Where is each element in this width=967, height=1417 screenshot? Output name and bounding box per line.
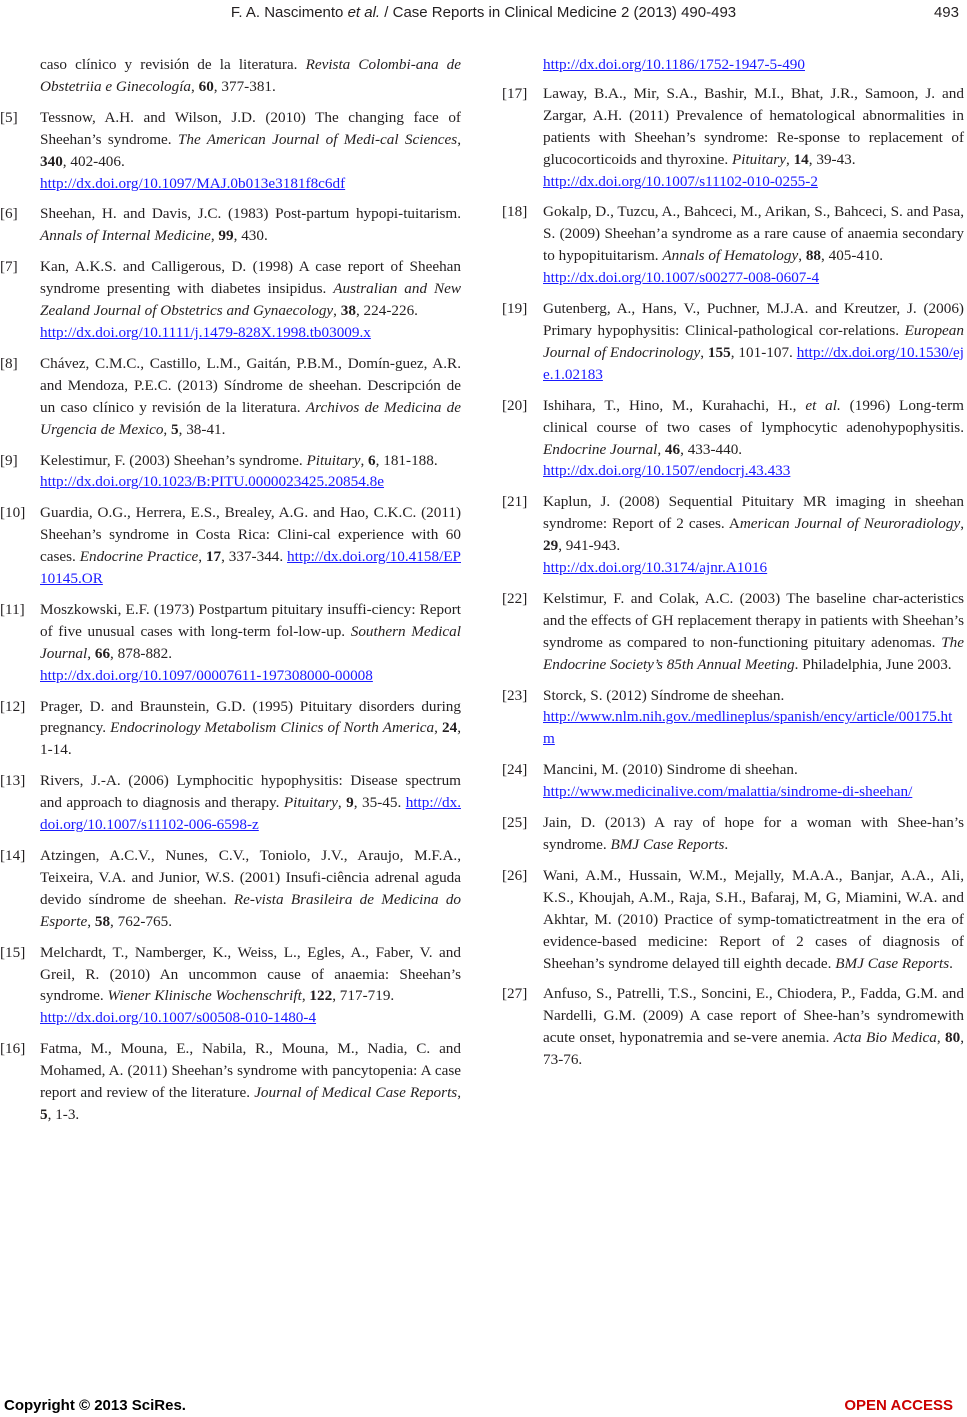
open-access-badge: OPEN ACCESS [844, 1397, 953, 1414]
reference-item: [6] Sheehan, H. and Davis, J.C. (1983) Post-partum hypopi-tuitarism. Annals of Internal Medicine, 99, 430. [0, 205, 461, 245]
reference-authors: Kan, A.K.S. and Calligerous, D. (1998) A case report of Sheehan syndrome presenting with diabetes insipidus. [40, 258, 461, 298]
continuation-text: caso clínico y revisión de la literatura. [40, 56, 306, 73]
reference-volume: 340 [40, 152, 63, 170]
reference-item: [20] Ishihara, T., Hino, M., Kurahachi, H., et al. (1996) Long-term clinical course of two cases of lymphocytic adenohypophysitis. Endocrine Journal, 46, 433-440. http://dx.doi.org/10.1507/endocrj.43.433 [543, 395, 964, 483]
reference-number: [20] [502, 396, 528, 414]
reference-pages: , 1-14. [40, 719, 462, 759]
reference-journal: Acta Bio Medica [833, 1029, 937, 1047]
reference-authors: Kelestimur, F. (2003) Sheehan’s syndrome. [40, 451, 307, 469]
reference-pages: , 38-41. [178, 420, 226, 438]
reference-item: [15] Melchardt, T., Namberger, K., Weiss, L., Egles, A., Faber, V. and Greil, R. (2010) An uncommon cause of anaemia: Sheehan’s syndrome. Wiener Klinische Wochenschrift, 122, 717-719. http://dx.doi.org/10.1007/s00508-010-1480-4 [40, 942, 461, 1030]
reference-journal: Annals of Hematology [662, 247, 799, 265]
running-head-post: / Case Reports in Clinical Medicine 2 (2013) 490-493 [380, 4, 737, 21]
reference-volume: 58 [94, 912, 111, 930]
reference-item: [27] Anfuso, S., Patrelli, T.S., Soncini, E., Chiodera, P., Fadda, G.M. and Nardelli, G.M. (2009) A case report of Shee-han’s syndromewith acute onset, hyponatremia and se-vere anemia. Acta Bio Medica, 80, 73-76. [502, 985, 965, 1069]
reference-journal: merican Journal of Neuroradiology [739, 515, 961, 533]
reference-continuation-url [543, 54, 964, 76]
reference-item: [13] Rivers, J.-A. (2006) Lymphocitic hypophysitis: Disease spectrum and approach to diagnosis and therapy. Pituitary, 9, 35-45. http://dx.doi.org/10.1007/s11102-006-6598-z [0, 772, 461, 834]
reference-pages: , 337-344. [221, 548, 288, 566]
reference-volume: 99 [218, 227, 234, 245]
reference-authors: Kelstimur, F. and Colak, A.C. (2003) The baseline char-acteristics and the effects of GH replacement therapy in patients with Sheehan’s syndrome as compared to non-functioning pituitary adenomas. [543, 589, 964, 651]
reference-number: [9] [0, 451, 18, 469]
reference-item [502, 812, 964, 856]
continuation-pages: , 377-381. [213, 77, 276, 95]
reference-volume: 66 [94, 644, 111, 662]
running-header [0, 2, 967, 24]
reference-item [502, 588, 964, 676]
reference-pages: , 35-45. [353, 794, 406, 812]
reference-volume: 9 [346, 794, 354, 812]
reference-number: [23] [502, 686, 528, 704]
reference-volume: 38 [340, 302, 356, 320]
reference-journal: Archivos de Medicina de Urgencia de Mexico [40, 398, 461, 438]
reference-item: [11] Moszkowski, E.F. (1973) Postpartum pituitary insuffi-ciency: Report of five unusual cases with long-term fol-low-up. Southern Medical Journal, 66, 878-882. http://dx.doi.org/10.1097/00007611-197308000-00008 [40, 599, 461, 687]
reference-number: [13] [0, 772, 26, 790]
reference-number: [22] [502, 589, 528, 607]
reference-journal: Endocrinology Metabolism Clinics of North America [110, 719, 435, 737]
reference-authors: Melchardt, T., Namberger, K., Weiss, L., Egles, A., Faber, V. and Greil, R. (2010) An uncommon cause of anaemia: Sheehan’s syndrome. [40, 943, 461, 1005]
reference-authors: Mancini, M. (2010) Sindrome di sheehan. [543, 761, 798, 779]
reference-volume: 46 [664, 440, 681, 458]
reference-item: [12] Prager, D. and Braunstein, G.D. (1995) Pituitary disorders during pregnancy. Endocrinology Metabolism Clinics of North America, 24, 1-14. [0, 697, 462, 759]
reference-item: [9] Kelestimur, F. (2003) Sheehan’s syndrome. Pituitary, 6, 181-188. http://dx.doi.org/10.1023/B:PITU.0000023425.20854.8e [40, 450, 461, 494]
reference-pages: , 941-943. [558, 537, 621, 555]
reference-item [502, 685, 964, 751]
reference-number: [14] [0, 847, 26, 864]
reference-journal: Southern Medical Journal [40, 622, 461, 662]
reference-authors: Guardia, O.G., Herrera, E.S., Brealey, A.G. and Hao, C.K.C. (2011) Sheehan’s syndrome in Costa Rica: Clini-cal experience with 60 cases. [40, 504, 461, 566]
reference-pages: , 717-719. [332, 987, 395, 1005]
reference-item: [17] Laway, B.A., Mir, S.A., Bashir, M.I., Bhat, J.R., Samoon, J. and Zargar, A.H. (2011) Prevalence of hematological abnormalities in patients with Sheehan’s syndrome: Re-sponse to replacement of glucocorticoids and thyroxine. Pituitary, 14, 39-43. http://dx.doi.org/10.1007/s11102-010-0255-2 [543, 83, 964, 193]
reference-number: [27] [502, 985, 528, 1003]
reference-pages: , 433-440. [680, 440, 743, 458]
reference-item: [16] Fatma, M., Mouna, E., Nabila, R., Mouna, M., Nadia, C. and Mohamed, A. (2011) Sheehan’s syndrome with pancytopenia: A case report and review of the literature. Journal of Medical Case Reports, 5, 1-3. [0, 1040, 461, 1123]
reference-authors-cont: (1996) Long-term clinical course of two cases of lymphocytic adenohypophysitis. [543, 396, 964, 436]
reference-number: [15] [0, 943, 26, 961]
reference-link[interactable]: http://dx.doi.org/10.1007/s11102-006-6598-z [40, 794, 461, 834]
reference-number: [5] [0, 108, 18, 126]
reference-journal: European Journal of Endocrinology [543, 321, 964, 361]
reference-journal: Pituitary [283, 794, 338, 812]
reference-authors: Gokalp, D., Tuzcu, A., Bahceci, M., Arikan, S., Bahceci, S. and Pasa, S. (2009) Sheehan’a syndrome as a rare cause of anaemia secondary to hypopituitarism. [543, 203, 964, 265]
reference-authors: Laway, B.A., Mir, S.A., Bashir, M.I., Bhat, J.R., Samoon, J. and Zargar, A.H. (2011) Prevalence of hematological abnormalities in patients with Sheehan’s syndrome: Re-sponse to replacement of glucocorticoids and thyroxine. [543, 84, 964, 168]
reference-link[interactable]: http://dx.doi.org/10.1097/MAJ.0b013e3181f8c6df [40, 174, 346, 192]
reference-authors: Tessnow, A.H. and Wilson, J.D. (2010) The changing face of Sheehan’s syndrome. [40, 108, 461, 148]
reference-authors: Wani, A.M., Hussain, W.M., Mejally, M.A.A., Banjar, A.A., Ali, K.S., Khoujah, A.M., Raja, S.H., Bafaraj, M, G, Miamini, W.A. and Akhtar, M. (2010) Practice of symp-tomatictreatment in the era of evidence-based medicine: Report of 2 cases of diagnosis of Sheehan’s syndrome delayed till eighth decade. [543, 866, 964, 972]
reference-number: [11] [0, 600, 25, 618]
reference-authors: Moszkowski, E.F. (1973) Postpartum pituitary insuffi-ciency: Report of five unusual cases with long-term fol-low-up. [40, 600, 461, 640]
reference-pages: . Philadelphia, June 2003. [794, 655, 952, 673]
reference-continuation [40, 54, 461, 98]
reference-number: [21] [502, 493, 528, 511]
reference-authors: Chávez, C.M.C., Castillo, L.M., Gaitán, P.B.M., Domín-guez, A.R. and Mendoza, P.E.C. (2013) Síndrome de sheehan. Descripción de un caso clínico y revisión de la literatura. [40, 354, 461, 416]
reference-number: [12] [0, 697, 26, 715]
reference-etal: et al. [805, 396, 841, 414]
reference-authors: Atzingen, A.C.V., Nunes, C.V., Toniolo, J.V., Araujo, M.F.A., Teixeira, V.A. and Junior, W.S. (2001) Insufi-ciência adrenal aguda devido síndrome de sheehan. [40, 847, 461, 908]
reference-link[interactable]: http://dx.doi.org/10.4158/EP10145.OR [40, 548, 461, 588]
reference-link[interactable]: http://dx.doi.org/10.1097/00007611-197308000-00008 [40, 666, 373, 684]
reference-authors: Fatma, M., Mouna, E., Nabila, R., Mouna, M., Nadia, C. and Mohamed, A. (2011) Sheehan’s syndrome with pancytopenia: A case report and review of the literature. [40, 1040, 461, 1102]
reference-volume: 122 [309, 987, 333, 1005]
reference-pages: , 101-107. [730, 343, 797, 361]
reference-volume: 5 [171, 420, 179, 438]
reference-journal: The American Journal of Medi-cal Sciences [177, 130, 458, 148]
reference-pages: , 181-188. [375, 451, 438, 469]
reference-number: [16] [0, 1040, 26, 1058]
reference-authors: Jain, D. (2013) A ray of hope for a woman with Shee-han’s syndrome. [543, 814, 964, 853]
reference-item: [19] Gutenberg, A., Hans, V., Puchner, M.J.A. and Kreutzer, J. (2006) Primary hypophysitis: Clinical-pathological cor-relations. European Journal of Endocrinology, 155, 101-107. http://dx.doi.org/10.1530/eje.1.02183 [502, 300, 964, 383]
reference-link[interactable]: http://dx.doi.org/10.1023/B:PITU.0000023425.20854.8e [40, 473, 384, 491]
reference-authors: Rivers, J.-A. (2006) Lymphocitic hypophysitis: Disease spectrum and approach to diagnosis and therapy. [40, 772, 461, 812]
reference-volume: 14 [793, 150, 809, 168]
reference-link[interactable]: http://dx.doi.org/10.1530/eje.1.02183 [543, 343, 964, 383]
reference-journal: Annals of Internal Medicine [40, 227, 211, 245]
reference-item: [10] Guardia, O.G., Herrera, E.S., Brealey, A.G. and Hao, C.K.C. (2011) Sheehan’s syndrome in Costa Rica: Clini-cal experience with 60 cases. Endocrine Practice, 17, 337-344. http://dx.doi.org/10.4158/EP10145.OR [0, 504, 461, 588]
reference-number: [10] [0, 504, 26, 522]
reference-pages: , 405-410. [821, 247, 884, 265]
reference-number: [8] [0, 354, 18, 372]
reference-volume: 17 [205, 548, 222, 566]
reference-volume: 155 [707, 343, 731, 361]
reference-authors: Gutenberg, A., Hans, V., Puchner, M.J.A. and Kreutzer, J. (2006) Primary hypophysitis: Clinical-pathological cor-relations. [543, 300, 964, 339]
reference-item: [14] Atzingen, A.C.V., Nunes, C.V., Toniolo, J.V., Araujo, M.F.A., Teixeira, V.A. and Junior, W.S. (2001) Insufi-ciência adrenal aguda devido síndrome de sheehan. Re-vista Brasileira de Medicina do Esporte, 58, 762-765. [0, 847, 462, 930]
reference-authors: Sheehan, H. and Davis, J.C. (1983) Post-partum hypopi-tuitarism. [40, 205, 461, 223]
reference-pages: . [949, 954, 953, 972]
reference-link[interactable]: http://www.medicinalive.com/malattia/sindrome-di-sheehan/ [543, 783, 913, 801]
continuation-sep: , [191, 77, 199, 95]
reference-number: [18] [502, 203, 528, 221]
reference-item [502, 865, 964, 975]
reference-pages: , 430. [233, 227, 268, 245]
reference-number: [26] [502, 866, 528, 884]
reference-pages: , 762-765. [110, 912, 173, 930]
reference-item: [5] Tessnow, A.H. and Wilson, J.D. (2010) The changing face of Sheehan’s syndrome. The American Journal of Medi-cal Sciences, 340, 402-406. http://dx.doi.org/10.1097/MAJ.0b013e3181f8c6df [40, 107, 461, 195]
reference-journal: Endocrine Journal [543, 440, 658, 458]
reference-item: [8] Chávez, C.M.C., Castillo, L.M., Gaitán, P.B.M., Domín-guez, A.R. and Mendoza, P.E.C. (2013) Síndrome de sheehan. Descripción de un caso clínico y revisión de la literatura. Archivos de Medicina de Urgencia de Mexico, 5, 38-41. [0, 354, 461, 438]
reference-journal: BMJ Case Reports [610, 836, 725, 853]
reference-authors: Prager, D. and Braunstein, G.D. (1995) Pituitary disorders during pregnancy. [40, 697, 461, 737]
reference-link[interactable]: http://dx.doi.org/10.1186/1752-1947-5-490 [543, 56, 805, 73]
reference-number: [19] [502, 300, 528, 318]
reference-link[interactable]: http://dx.doi.org/10.1007/s11102-010-0255-2 [543, 172, 818, 190]
reference-journal: Journal of Medical Case Reports [254, 1084, 458, 1102]
right-column [502, 54, 965, 1080]
reference-volume: 80 [945, 1029, 961, 1047]
reference-number: [25] [502, 814, 528, 832]
reference-item: [7] Kan, A.K.S. and Calligerous, D. (1998) A case report of Sheehan syndrome presenting with diabetes insipidus. Australian and New Zealand Journal of Obstetrics and Gynaecology, 38, 224-226. http://dx.doi.org/10.1111/j.1479-828X.1998.tb03009.x [40, 256, 461, 344]
continuation-journal: Revista Colombi-ana de Obstetriia e Ginecología [40, 56, 461, 95]
reference-link[interactable]: http://dx.doi.org/10.1111/j.1479-828X.1998.tb03009.x [40, 323, 371, 341]
reference-pages: , 1-3. [47, 1105, 80, 1123]
reference-pages: , 39-43. [808, 150, 856, 168]
reference-item [502, 759, 964, 803]
reference-pages: , 878-882. [110, 644, 173, 662]
reference-item: [21] Kaplun, J. (2008) Sequential Pituitary MR imaging in sheehan syndrome: Report of 2 cases. American Journal of Neuroradiology, 29, 941-943. http://dx.doi.org/10.3174/ajnr.A1016 [543, 491, 964, 579]
reference-volume: 5 [40, 1105, 48, 1123]
reference-authors: Storck, S. (2012) Síndrome de sheehan. [543, 686, 785, 704]
reference-volume: 6 [368, 451, 376, 469]
reference-link[interactable]: http://dx.doi.org/10.3174/ajnr.A1016 [543, 559, 768, 577]
reference-journal: Endocrine Practice [79, 548, 199, 566]
reference-pages: . [724, 836, 729, 853]
reference-authors: Ishihara, T., Hino, M., Kurahachi, H., [543, 396, 806, 414]
reference-number: [24] [502, 761, 528, 779]
running-head-pre: F. A. Nascimento [230, 4, 348, 21]
reference-journal: Pituitary [306, 451, 361, 469]
left-column [0, 54, 462, 1135]
reference-link[interactable]: http://dx.doi.org/10.1507/endocrj.43.433 [543, 462, 791, 480]
reference-authors: Kaplun, J. (2008) Sequential Pituitary MR imaging in sheehan syndrome: Report of 2 cases. A [543, 493, 964, 533]
reference-link[interactable]: http://www.nlm.nih.gov./medlineplus/spanish/ency/article/00175.htm [543, 708, 953, 748]
reference-number: [7] [0, 258, 18, 276]
reference-journal: The Endocrine Society’s 85th Annual Meeting [543, 633, 964, 673]
page-number: 493 [933, 4, 959, 21]
reference-journal: Re-vista Brasileira de Medicina do Esporte [40, 890, 462, 930]
page-footer [0, 1397, 967, 1417]
running-head-etal: et al. [347, 4, 381, 21]
reference-volume: 29 [543, 537, 559, 555]
reference-number: [6] [0, 205, 18, 223]
reference-journal: Wiener Klinische Wochenschrift [107, 987, 302, 1005]
reference-number: [17] [502, 84, 528, 102]
reference-journal: Pituitary [731, 150, 786, 168]
reference-volume: 24 [442, 719, 458, 737]
reference-pages: , 224-226. [355, 302, 418, 320]
reference-pages: , 402-406. [62, 152, 125, 170]
reference-journal: BMJ Case Reports [835, 954, 950, 972]
reference-authors: Anfuso, S., Patrelli, T.S., Soncini, E., Chiodera, P., Fadda, G.M. and Nardelli, G.M. (2009) A case report of Shee-han’s syndromewith acute onset, hyponatremia and se-vere anemia. [543, 985, 964, 1047]
continuation-volume: 60 [198, 77, 214, 95]
reference-link[interactable]: http://dx.doi.org/10.1007/s00277-008-0607-4 [543, 269, 820, 287]
reference-link[interactable]: http://dx.doi.org/10.1007/s00508-010-1480-4 [40, 1009, 317, 1027]
reference-pages: , 73-76. [543, 1029, 965, 1069]
reference-item: [18] Gokalp, D., Tuzcu, A., Bahceci, M., Arikan, S., Bahceci, S. and Pasa, S. (2009) Sheehan’a syndrome as a rare cause of anaemia secondary to hypopituitarism. Annals of Hematology, 88, 405-410. http://dx.doi.org/10.1007/s00277-008-0607-4 [543, 201, 964, 289]
reference-volume: 88 [805, 247, 821, 265]
reference-journal: Australian and New Zealand Journal of Obstetrics and Gynaecology [40, 280, 461, 320]
copyright: Copyright © 2013 SciRes. [4, 1397, 186, 1414]
